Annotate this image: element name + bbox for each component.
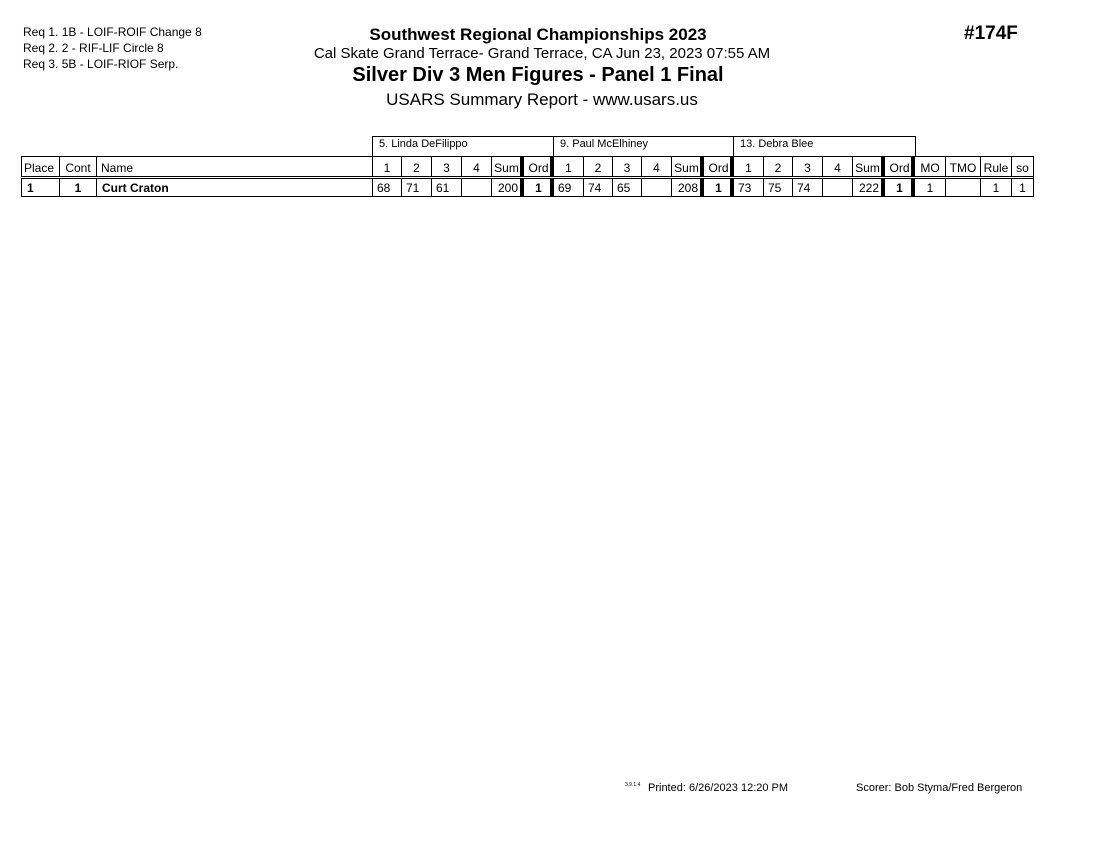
j1-col-ord: Ord — [520, 157, 553, 177]
j1-col-sum: Sum — [491, 157, 521, 177]
requirement-2: Req 2. 2 - RIF-LIF Circle 8 — [23, 41, 164, 55]
j1-sum: 200 — [491, 179, 521, 197]
j3-col-sum: Sum — [852, 157, 882, 177]
col-so: so — [1011, 157, 1033, 177]
j1-col-1: 1 — [372, 157, 401, 177]
version-label: 3.9.1.4 — [625, 782, 641, 788]
j1-score-3: 61 — [431, 179, 461, 197]
col-rule: Rule — [980, 157, 1011, 177]
printed-timestamp: Printed: 6/26/2023 12:20 PM — [648, 782, 789, 794]
j2-col-1: 1 — [550, 157, 583, 177]
col-tmo: TMO — [945, 157, 980, 177]
j3-score-3: 74 — [792, 179, 822, 197]
judge-header-1: 5. Linda DeFilippo — [372, 136, 554, 156]
j2-score-1: 69 — [550, 179, 583, 197]
j3-score-1: 73 — [730, 179, 763, 197]
j3-ord: 1 — [881, 179, 914, 197]
j3-sum: 222 — [852, 179, 882, 197]
requirement-3: Req 3. 5B - LOIF-RIOF Serp. — [23, 57, 179, 71]
tmo-value — [945, 179, 980, 197]
j1-col-2: 2 — [401, 157, 431, 177]
judge-header-3: 13. Debra Blee — [733, 136, 916, 156]
j2-col-3: 3 — [612, 157, 641, 177]
j3-score-4 — [822, 179, 852, 197]
j3-col-ord: Ord — [881, 157, 914, 177]
place-value: 1 — [21, 179, 59, 197]
requirement-1: Req 1. 1B - LOIF-ROIF Change 8 — [23, 25, 202, 39]
j2-col-2: 2 — [583, 157, 612, 177]
j2-sum: 208 — [671, 179, 701, 197]
competition-title: Southwest Regional Championships 2023 — [369, 25, 707, 44]
j1-ord: 1 — [520, 179, 553, 197]
scorer-label: Scorer: Bob Styma/Fred Bergeron — [856, 782, 1023, 794]
j2-score-3: 65 — [612, 179, 641, 197]
j1-col-3: 3 — [431, 157, 461, 177]
j3-col-3: 3 — [792, 157, 822, 177]
j3-col-4: 4 — [822, 157, 852, 177]
event-number: #174F — [964, 23, 1018, 44]
report-title: USARS Summary Report - www.usars.us — [386, 90, 698, 109]
j3-score-2: 75 — [763, 179, 792, 197]
j2-col-ord: Ord — [700, 157, 733, 177]
j2-score-4 — [641, 179, 671, 197]
mo-value: 1 — [911, 179, 945, 197]
j3-col-1: 1 — [730, 157, 763, 177]
j2-ord: 1 — [700, 179, 733, 197]
judge-header-2: 9. Paul McElhiney — [553, 136, 734, 156]
table-right-border — [1033, 156, 1034, 197]
j1-score-1: 68 — [372, 179, 401, 197]
col-name: Name — [96, 157, 372, 177]
col-place: Place — [21, 157, 59, 177]
j1-col-4: 4 — [461, 157, 491, 177]
j2-col-sum: Sum — [671, 157, 701, 177]
location-date: Cal Skate Grand Terrace- Grand Terrace, CA Jun 23, 2023 07:55 AM — [313, 45, 771, 62]
col-cont: Cont — [59, 157, 96, 177]
rule-value: 1 — [980, 179, 1011, 197]
j1-score-4 — [461, 179, 491, 197]
event-title: Silver Div 3 Men Figures - Panel 1 Final — [352, 64, 724, 86]
j3-col-2: 2 — [763, 157, 792, 177]
j2-score-2: 74 — [583, 179, 612, 197]
so-value: 1 — [1011, 179, 1033, 197]
j2-col-4: 4 — [641, 157, 671, 177]
col-mo: MO — [911, 157, 945, 177]
cont-value: 1 — [59, 179, 96, 197]
j1-score-2: 71 — [401, 179, 431, 197]
skater-name: Curt Craton — [96, 179, 372, 197]
